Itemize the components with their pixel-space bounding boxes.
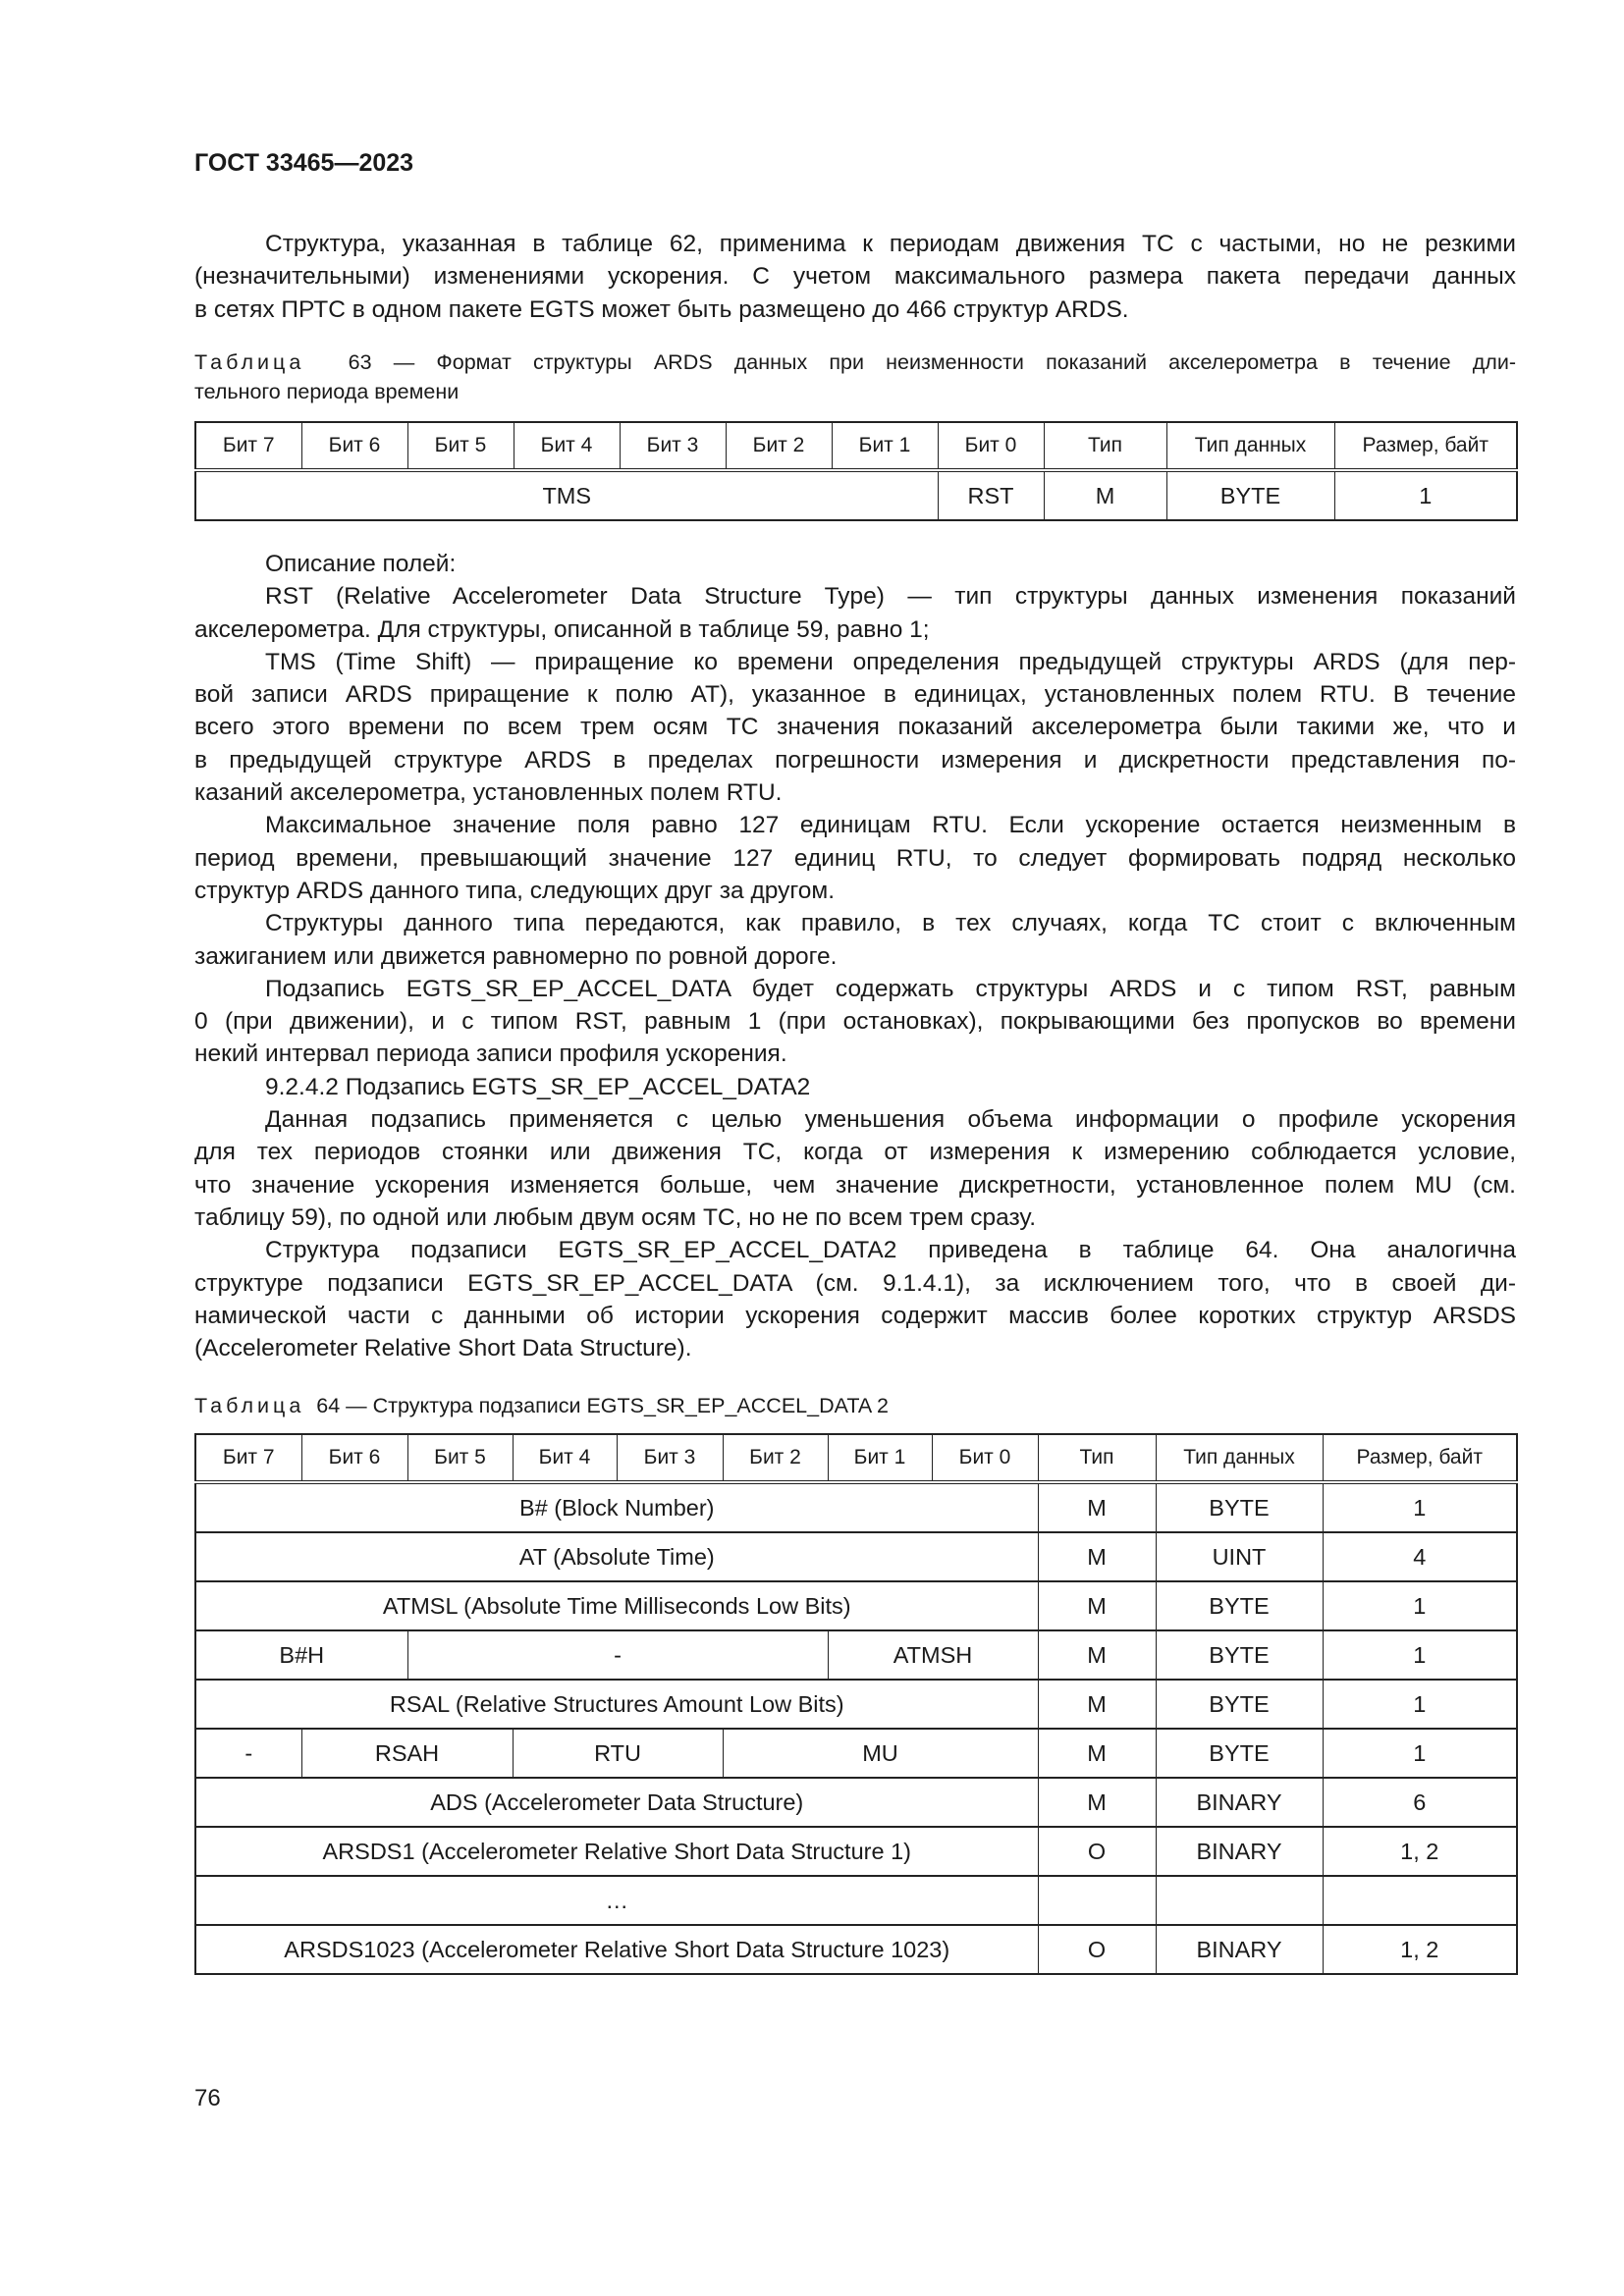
header-cell: Бит 4 [514, 422, 620, 470]
cell-dtype: BINARY [1156, 1925, 1323, 1974]
body-text [194, 548, 1516, 1364]
cell-type [1038, 1876, 1156, 1925]
cell-dtype: BYTE [1166, 470, 1334, 520]
header-cell: Размер, байт [1334, 422, 1517, 470]
table-64 [194, 1433, 1518, 1975]
header-cell: Тип [1044, 422, 1166, 470]
text-line: Подзапись EGTS_SR_EP_ACCEL_DATA будет содержать структуры ARDS и с типом RST, равным [265, 975, 1516, 1002]
table-63 [194, 421, 1518, 521]
page-number: 76 [194, 2085, 221, 2111]
cell-dtype: BYTE [1156, 1729, 1323, 1778]
text-line: структур ARDS данного типа, следующих друг за другом. [194, 877, 836, 904]
document-header: ГОСТ 33465—2023 [194, 149, 414, 177]
cell-dtype [1156, 1876, 1323, 1925]
text-line: таблицу 59), по одной или любым двум осям ТС, но не по всем трем сразу. [194, 1203, 1037, 1231]
table-row [195, 1532, 1517, 1581]
caption-word: Таблица [194, 1394, 305, 1417]
cell-dtype: BINARY [1156, 1778, 1323, 1827]
cell-size: 1 [1323, 1630, 1517, 1680]
cell-dtype: BYTE [1156, 1581, 1323, 1630]
text-line: Структура, указанная в таблице 62, применима к периодам движения ТС с частыми, но не резкими [265, 231, 1516, 257]
text-line: вой записи ARDS приращение к полю AT), указанное в единицах, установленных полем RTU. В течение [194, 681, 1516, 709]
text-line: Максимальное значение поля равно 127 единицам RTU. Если ускорение остается неизменным в [265, 812, 1516, 839]
cell-type: M [1038, 1630, 1156, 1680]
table-header-row [195, 1434, 1517, 1482]
text-line: TMS (Time Shift) — приращение ко времени определения предыдущей структуры ARDS (для пер- [265, 648, 1516, 675]
text-line: всего этого времени по всем трем осям ТС значения показаний акселерометра были такими же, что и [194, 714, 1516, 741]
text-line: 9.2.4.2 Подзапись EGTS_SR_EP_ACCEL_DATA2 [265, 1073, 811, 1100]
table-row [195, 1729, 1517, 1778]
cell-dtype: BYTE [1156, 1630, 1323, 1680]
cell-field: ADS (Accelerometer Data Structure) [195, 1778, 1038, 1827]
text-line: Данная подзапись применяется с целью уменьшения объема информации о профиле ускорения [265, 1106, 1516, 1134]
header-cell: Размер, байт [1323, 1434, 1517, 1482]
table-row [195, 470, 1517, 520]
cell-type: M [1038, 1680, 1156, 1729]
cell-dtype: BYTE [1156, 1680, 1323, 1729]
header-cell: Тип [1038, 1434, 1156, 1482]
cell-type: M [1038, 1778, 1156, 1827]
text-line: Структуры данного типа передаются, как правило, в тех случаях, когда ТС стоит с включенным [265, 910, 1516, 937]
text-line: (незначительными) изменениями ускорения. С учетом максимального размера пакета передачи данных [194, 263, 1516, 291]
cell-size: 1 [1323, 1680, 1517, 1729]
cell-rst: RST [938, 470, 1044, 520]
caption-line: тельного периода времени [194, 380, 460, 403]
header-cell: Бит 3 [617, 1434, 723, 1482]
table64-caption [194, 1391, 1516, 1420]
header-cell: Бит 7 [195, 422, 301, 470]
text-line: в сетях ПРТС в одном пакете EGTS может быть размещено до 466 структур ARDS. [194, 295, 1129, 323]
cell-field: - [407, 1630, 828, 1680]
caption-line: 63 — Формат структуры ARDS данных при неизменности показаний акселерометра в течение дли- [348, 350, 1516, 374]
intro-paragraph [194, 228, 1516, 326]
table63-caption [194, 347, 1516, 406]
text-line: структуре подзаписи EGTS_SR_EP_ACCEL_DATA (см. 9.1.4.1), за исключением того, что в своей ди- [194, 1269, 1516, 1297]
table-row [195, 1778, 1517, 1827]
header-cell: Бит 4 [513, 1434, 617, 1482]
cell-field: … [195, 1876, 1038, 1925]
cell-type: M [1038, 1532, 1156, 1581]
header-cell: Бит 0 [932, 1434, 1038, 1482]
cell-type: M [1038, 1482, 1156, 1532]
text-line: 0 (при движении), и с типом RST, равным 1 (при остановках), покрывающими без пропусков во времени [194, 1008, 1516, 1036]
cell-size: 1, 2 [1323, 1925, 1517, 1974]
text-line: намической части с данными об истории ускорения содержит массив более коротких структур ARSDS [194, 1302, 1516, 1329]
cell-dtype: BYTE [1156, 1482, 1323, 1532]
text-line: некий интервал периода записи профиля ускорения. [194, 1041, 787, 1068]
header-cell: Бит 6 [301, 1434, 407, 1482]
text-line: зажиганием или движется равномерно по ровной дороге. [194, 942, 838, 970]
cell-dtype: UINT [1156, 1532, 1323, 1581]
cell-field: RTU [513, 1729, 723, 1778]
cell-field: ATMSH [828, 1630, 1038, 1680]
cell-field: MU [723, 1729, 1038, 1778]
header-cell: Бит 7 [195, 1434, 301, 1482]
cell-size [1323, 1876, 1517, 1925]
table-row [195, 1680, 1517, 1729]
caption-line: 64 — Структура подзаписи EGTS_SR_EP_ACCEL_DATA 2 [316, 1394, 889, 1417]
table-row [195, 1581, 1517, 1630]
text-line: RST (Relative Accelerometer Data Structure Type) — тип структуры данных изменения показаний [265, 583, 1516, 611]
cell-size: 4 [1323, 1532, 1517, 1581]
cell-type: M [1038, 1729, 1156, 1778]
table-header-row [195, 422, 1517, 470]
cell-field: B#H [195, 1630, 407, 1680]
text-line: для тех периодов стоянки или движения ТС, когда от измерения к измерению соблюдается условие, [194, 1139, 1516, 1166]
cell-field: ARSDS1023 (Accelerometer Relative Short Data Structure 1023) [195, 1925, 1038, 1974]
cell-type: M [1038, 1581, 1156, 1630]
text-line: Структура подзаписи EGTS_SR_EP_ACCEL_DATA2 приведена в таблице 64. Она аналогична [265, 1237, 1516, 1264]
table-row [195, 1630, 1517, 1680]
header-cell: Тип данных [1166, 422, 1334, 470]
header-cell: Бит 6 [301, 422, 407, 470]
header-cell: Бит 2 [723, 1434, 828, 1482]
text-line: период времени, превышающий значение 127 единиц RTU, то следует формировать подряд несколько [194, 844, 1516, 872]
cell-field: AT (Absolute Time) [195, 1532, 1038, 1581]
cell-size: 1, 2 [1323, 1827, 1517, 1876]
cell-field: ARSDS1 (Accelerometer Relative Short Data Structure 1) [195, 1827, 1038, 1876]
cell-dtype: BINARY [1156, 1827, 1323, 1876]
cell-field: - [195, 1729, 301, 1778]
cell-size: 1 [1323, 1581, 1517, 1630]
table-row [195, 1827, 1517, 1876]
table-row [195, 1925, 1517, 1974]
header-cell: Бит 5 [407, 1434, 513, 1482]
cell-size: 1 [1323, 1482, 1517, 1532]
text-line: (Accelerometer Relative Short Data Structure). [194, 1335, 692, 1362]
text-line: акселерометра. Для структуры, описанной в таблице 59, равно 1; [194, 615, 930, 643]
cell-type: O [1038, 1925, 1156, 1974]
table-row [195, 1482, 1517, 1532]
header-cell: Бит 3 [620, 422, 726, 470]
cell-size: 6 [1323, 1778, 1517, 1827]
text-line: казаний акселерометра, установленных полем RTU. [194, 779, 783, 807]
cell-field: B# (Block Number) [195, 1482, 1038, 1532]
cell-size: 1 [1334, 470, 1517, 520]
header-cell: Тип данных [1156, 1434, 1323, 1482]
cell-tms: TMS [195, 470, 938, 520]
header-cell: Бит 2 [726, 422, 832, 470]
cell-type: M [1044, 470, 1166, 520]
caption-word: Таблица [194, 350, 305, 374]
cell-size: 1 [1323, 1729, 1517, 1778]
text-line: Описание полей: [265, 551, 457, 577]
header-cell: Бит 1 [832, 422, 938, 470]
cell-field: ATMSL (Absolute Time Milliseconds Low Bits) [195, 1581, 1038, 1630]
header-cell: Бит 1 [828, 1434, 932, 1482]
header-cell: Бит 5 [407, 422, 514, 470]
table-row [195, 1876, 1517, 1925]
text-line: что значение ускорения изменяется больше, чем значение дискретности, установленное полем MU (см. [194, 1171, 1516, 1199]
header-cell: Бит 0 [938, 422, 1044, 470]
text-line: в предыдущей структуре ARDS в пределах погрешности измерения и дискретности представления по- [194, 746, 1516, 774]
cell-field: RSAL (Relative Structures Amount Low Bits) [195, 1680, 1038, 1729]
cell-field: RSAH [301, 1729, 513, 1778]
cell-type: O [1038, 1827, 1156, 1876]
